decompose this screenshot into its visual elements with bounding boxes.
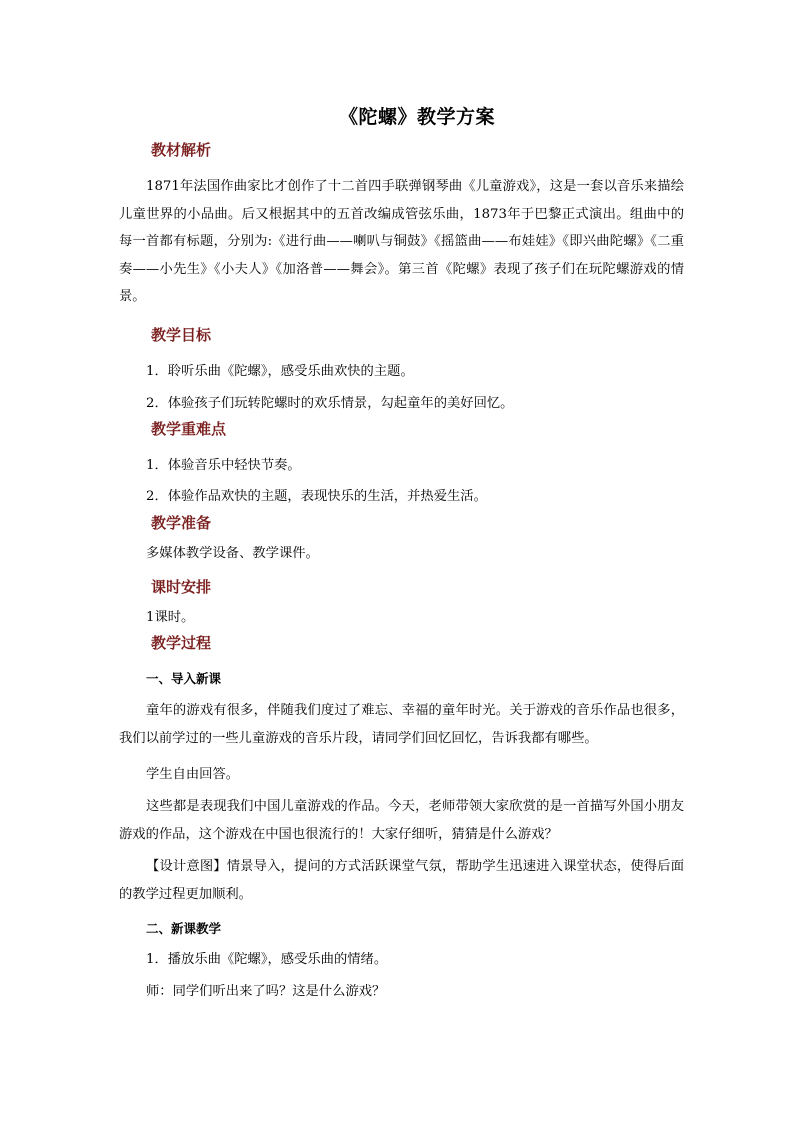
- goal-item-1: 1．聆听乐曲《陀螺》，感受乐曲欢快的主题。: [146, 364, 414, 379]
- preparation-text: 多媒体教学设备、教学课件。: [146, 546, 319, 561]
- heading-process: 教学过程: [151, 634, 212, 652]
- new-lesson-paragraph-2: 师：同学们听出来了吗？这是什么游戏？: [146, 984, 386, 999]
- page-title: 《陀螺》教学方案: [338, 106, 495, 128]
- schedule-text: 1课时。: [146, 610, 195, 625]
- new-lesson-paragraph-1: 1．播放乐曲《陀螺》，感受乐曲的情绪。: [146, 952, 388, 967]
- intro-paragraph-4: 【设计意图】情景导入，提问的方式活跃课堂气氛，帮助学生迅速进入课堂状态，使得后面的教学过程更加顺利。: [119, 859, 684, 902]
- heading-preparation: 教学准备: [151, 514, 212, 532]
- heading-schedule: 课时安排: [151, 578, 212, 596]
- heading-key-points: 教学重难点: [151, 420, 227, 438]
- intro-paragraph-2: 学生自由回答。: [146, 767, 240, 782]
- key-point-item-2: 2．体验作品欢快的主题，表现快乐的生活，并热爱生活。: [146, 489, 487, 504]
- intro-paragraph-3: 这些都是表现我们中国儿童游戏的作品。今天，老师带领大家欣赏的是一首描写外国小朋友游戏的作品，这个游戏在中国也很流行的！大家仔细听，猜猜是什么游戏？: [119, 799, 684, 842]
- analysis-paragraph: 1871年法国作曲家比才创作了十二首四手联弹钢琴曲《儿童游戏》，这是一套以音乐来描绘儿童世界的小品曲。后又根据其中的五首改编成管弦乐曲，1873年于巴黎正式演出。组曲中的每一首都有标题，分别为:《进行曲——喇叭与铜鼓》《摇篮曲——布娃娃》《即兴曲陀螺》《二重奏——小先生》《小夫人》《加洛普——舞会》。第三首《陀螺》表现了孩子们在玩陀螺游戏的情景。: [119, 179, 684, 305]
- heading-analysis: 教材解析: [151, 141, 212, 159]
- key-point-item-1: 1．体验音乐中轻快节奏。: [146, 458, 301, 473]
- heading-goals: 教学目标: [151, 326, 212, 344]
- subheading-new-lesson: 二、新课教学: [146, 921, 222, 936]
- subheading-intro: 一、导入新课: [146, 671, 222, 686]
- goal-item-2: 2．体验孩子们玩转陀螺时的欢乐情景，勾起童年的美好回忆。: [146, 396, 514, 411]
- intro-paragraph-1: 童年的游戏有很多，伴随我们度过了难忘、幸福的童年时光。关于游戏的音乐作品也很多，我们以前学过的一些儿童游戏的音乐片段，请同学们回忆回忆，告诉我都有哪些。: [119, 703, 684, 746]
